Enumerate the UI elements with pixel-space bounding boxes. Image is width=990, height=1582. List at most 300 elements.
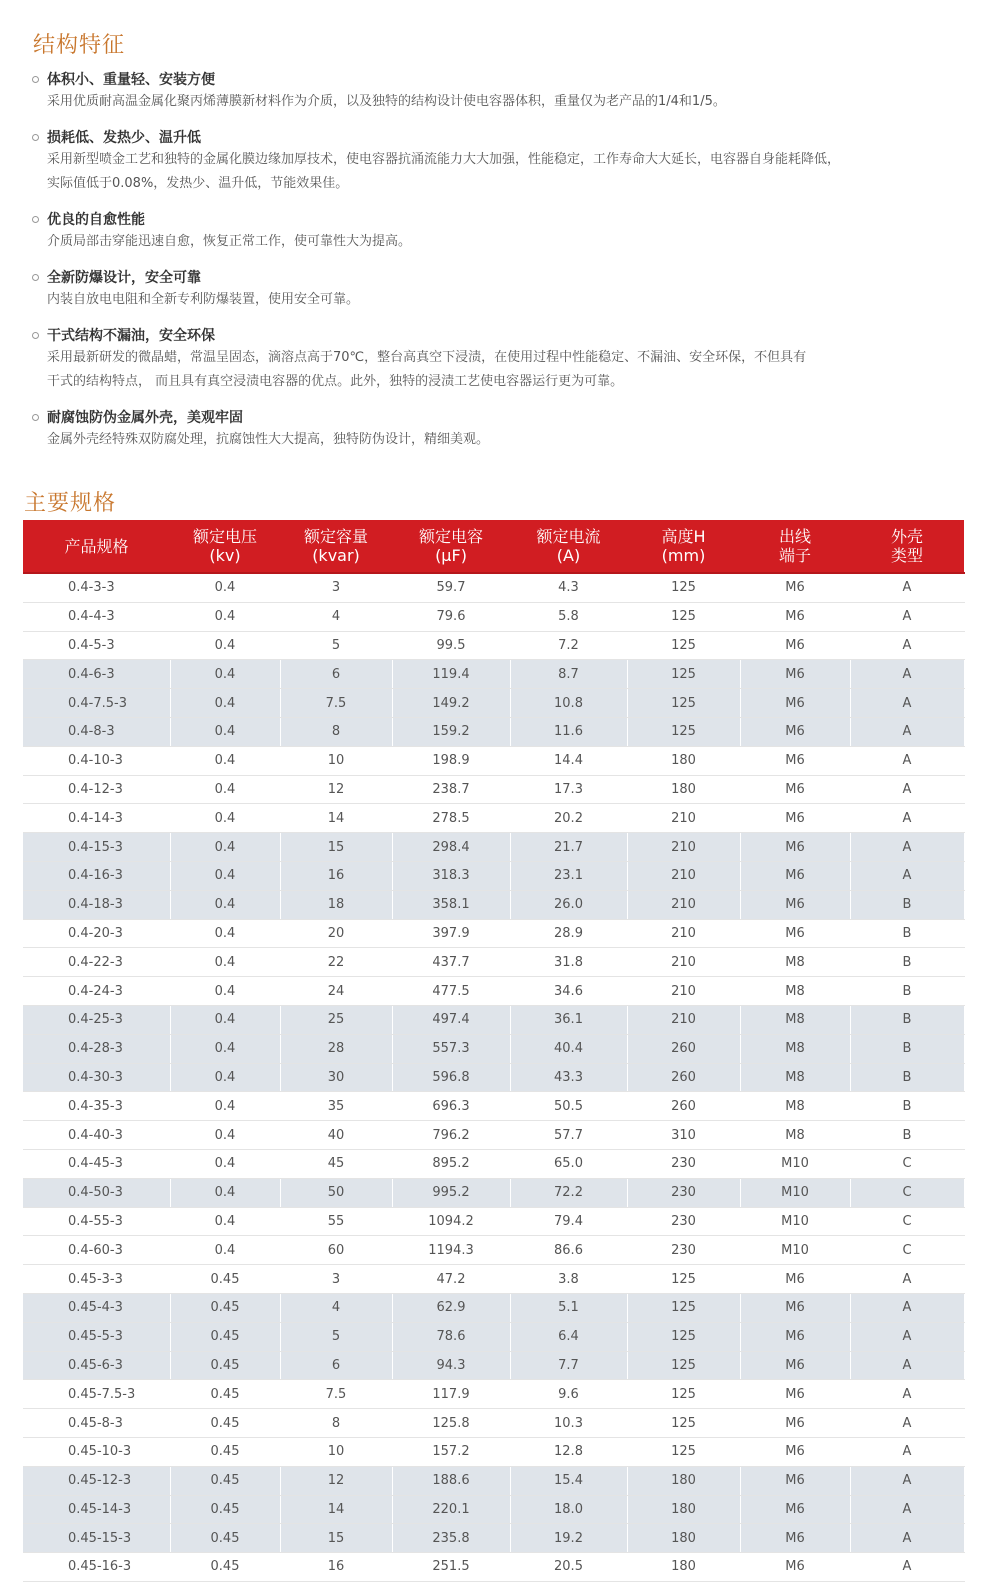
- table-cell: 1194.3: [392, 1236, 510, 1265]
- table-cell: 0.4-45-3: [23, 1149, 170, 1178]
- table-cell: 62.9: [392, 1293, 510, 1322]
- table-cell: 0.45: [170, 1437, 280, 1466]
- table-cell: A: [850, 861, 964, 890]
- table-cell: 235.8: [392, 1524, 510, 1553]
- table-cell: 358.1: [392, 890, 510, 919]
- table-cell: 0.45-5-3: [23, 1322, 170, 1351]
- table-cell: 8: [280, 717, 392, 746]
- table-cell: M6: [740, 1322, 850, 1351]
- table-cell: 180: [627, 1524, 740, 1553]
- table-cell: 0.45: [170, 1380, 280, 1409]
- table-cell: A: [850, 602, 964, 631]
- table-cell: 0.4: [170, 1092, 280, 1121]
- table-cell: M6: [740, 689, 850, 718]
- table-cell: 125: [627, 660, 740, 689]
- table-row: [23, 689, 964, 718]
- table-row: [23, 1207, 964, 1236]
- table-cell: M6: [740, 804, 850, 833]
- table-cell: 210: [627, 948, 740, 977]
- table-cell: 0.4: [170, 660, 280, 689]
- feature-description-line: 采用最新研发的微晶蜡，常温呈固态，滴溶点高于70℃，整台高真空下浸渍，在使用过程中性能稳定、不漏油、安全环保，不但具有: [47, 350, 807, 365]
- table-cell: M6: [740, 1351, 850, 1380]
- table-cell: 0.4-12-3: [23, 775, 170, 804]
- table-cell: 0.4-16-3: [23, 861, 170, 890]
- feature-item: [32, 208, 982, 254]
- table-cell: 251.5: [392, 1553, 510, 1582]
- table-cell: 796.2: [392, 1121, 510, 1150]
- features-list: [32, 68, 982, 464]
- table-cell: 0.45: [170, 1293, 280, 1322]
- table-cell: 696.3: [392, 1092, 510, 1121]
- table-cell: 0.45: [170, 1495, 280, 1524]
- table-row: [23, 861, 964, 890]
- table-cell: M6: [740, 660, 850, 689]
- table-cell: A: [850, 573, 964, 602]
- table-row: [23, 775, 964, 804]
- table-cell: 125: [627, 1437, 740, 1466]
- table-row: [23, 1524, 964, 1553]
- table-cell: M6: [740, 717, 850, 746]
- table-row: [23, 1236, 964, 1265]
- table-cell: 0.4-35-3: [23, 1092, 170, 1121]
- table-row: [23, 1063, 964, 1092]
- feature-title: 干式结构不漏油，安全环保: [47, 328, 215, 344]
- table-header-line: 类型: [890, 546, 923, 565]
- table-cell: 220.1: [392, 1495, 510, 1524]
- table-cell: 260: [627, 1034, 740, 1063]
- table-cell: 0.4-55-3: [23, 1207, 170, 1236]
- table-cell: M6: [740, 861, 850, 890]
- table-cell: 125: [627, 1409, 740, 1438]
- table-cell: M6: [740, 1265, 850, 1294]
- table-cell: A: [850, 1466, 964, 1495]
- table-cell: 50: [280, 1178, 392, 1207]
- table-cell: 14: [280, 804, 392, 833]
- table-cell: 0.4-60-3: [23, 1236, 170, 1265]
- table-cell: M6: [740, 1495, 850, 1524]
- table-cell: 0.45-4-3: [23, 1293, 170, 1322]
- table-cell: 0.4-24-3: [23, 977, 170, 1006]
- table-cell: 6: [280, 660, 392, 689]
- table-cell: 7.5: [280, 1380, 392, 1409]
- table-cell: 10: [280, 1437, 392, 1466]
- table-row: [23, 717, 964, 746]
- table-cell: 0.4: [170, 861, 280, 890]
- table-cell: 17.3: [510, 775, 627, 804]
- table-header-cell: [170, 520, 280, 573]
- table-cell: 0.4: [170, 746, 280, 775]
- table-cell: B: [850, 919, 964, 948]
- table-cell: 79.6: [392, 602, 510, 631]
- table-cell: 43.3: [510, 1063, 627, 1092]
- table-cell: 125: [627, 1351, 740, 1380]
- table-cell: 45: [280, 1149, 392, 1178]
- table-cell: 0.45-3-3: [23, 1265, 170, 1294]
- table-cell: A: [850, 1293, 964, 1322]
- bullet-icon: [32, 76, 39, 83]
- table-cell: A: [850, 689, 964, 718]
- table-cell: 15: [280, 1524, 392, 1553]
- feature-heading: [32, 324, 982, 346]
- table-cell: 0.45-16-3: [23, 1553, 170, 1582]
- table-cell: B: [850, 1005, 964, 1034]
- table-cell: 0.4-28-3: [23, 1034, 170, 1063]
- table-cell: 57.7: [510, 1121, 627, 1150]
- table-cell: 7.2: [510, 631, 627, 660]
- table-cell: 477.5: [392, 977, 510, 1006]
- table-header-line: (mm): [661, 546, 706, 565]
- table-cell: M6: [740, 1524, 850, 1553]
- table-row: [23, 602, 964, 631]
- table-cell: 6: [280, 1351, 392, 1380]
- table-cell: B: [850, 948, 964, 977]
- table-cell: 149.2: [392, 689, 510, 718]
- feature-title: 损耗低、发热少、温升低: [47, 130, 201, 146]
- table-cell: 20.5: [510, 1553, 627, 1582]
- table-cell: 11.6: [510, 717, 627, 746]
- table-cell: 180: [627, 775, 740, 804]
- table-cell: 31.8: [510, 948, 627, 977]
- table-cell: 34.6: [510, 977, 627, 1006]
- feature-item: [32, 324, 982, 394]
- table-cell: 0.4: [170, 631, 280, 660]
- table-cell: 260: [627, 1063, 740, 1092]
- table-cell: 22: [280, 948, 392, 977]
- table-cell: 8: [280, 1409, 392, 1438]
- table-cell: 230: [627, 1207, 740, 1236]
- feature-heading: [32, 126, 982, 148]
- table-cell: C: [850, 1149, 964, 1178]
- feature-description-line: 实际值低于0.08%，发热少、温升低，节能效果佳。: [47, 176, 349, 191]
- table-cell: 437.7: [392, 948, 510, 977]
- table-cell: 0.45: [170, 1351, 280, 1380]
- table-cell: 4: [280, 602, 392, 631]
- table-cell: 0.45: [170, 1322, 280, 1351]
- table-cell: 125: [627, 631, 740, 660]
- table-cell: 4.3: [510, 573, 627, 602]
- table-cell: A: [850, 1380, 964, 1409]
- table-cell: 125: [627, 602, 740, 631]
- table-cell: 210: [627, 804, 740, 833]
- table-cell: 125: [627, 573, 740, 602]
- table-row: [23, 948, 964, 977]
- table-cell: 0.4: [170, 689, 280, 718]
- table-cell: 10.8: [510, 689, 627, 718]
- table-row: [23, 1005, 964, 1034]
- table-cell: 0.4-6-3: [23, 660, 170, 689]
- table-cell: 0.4-4-3: [23, 602, 170, 631]
- table-cell: 0.45-15-3: [23, 1524, 170, 1553]
- feature-description: [47, 288, 982, 312]
- table-cell: 15.4: [510, 1466, 627, 1495]
- table-row: [23, 1380, 964, 1409]
- table-cell: 210: [627, 1005, 740, 1034]
- table-header-line: 高度H: [661, 527, 706, 546]
- table-cell: M6: [740, 1553, 850, 1582]
- table-cell: 318.3: [392, 861, 510, 890]
- table-cell: 210: [627, 861, 740, 890]
- table-cell: 0.4-15-3: [23, 833, 170, 862]
- table-cell: M8: [740, 1063, 850, 1092]
- table-cell: 0.4: [170, 804, 280, 833]
- table-cell: 24: [280, 977, 392, 1006]
- table-cell: 40: [280, 1121, 392, 1150]
- table-cell: 36.1: [510, 1005, 627, 1034]
- feature-description: [47, 346, 982, 394]
- table-cell: 99.5: [392, 631, 510, 660]
- table-cell: M8: [740, 1092, 850, 1121]
- table-cell: 995.2: [392, 1178, 510, 1207]
- table-cell: M8: [740, 1005, 850, 1034]
- table-cell: 20: [280, 919, 392, 948]
- table-cell: 210: [627, 977, 740, 1006]
- table-cell: 47.2: [392, 1265, 510, 1294]
- table-cell: 125: [627, 1322, 740, 1351]
- table-cell: M10: [740, 1207, 850, 1236]
- table-header-line: 出线: [778, 527, 811, 546]
- table-cell: M8: [740, 1034, 850, 1063]
- table-cell: 125: [627, 717, 740, 746]
- table-cell: 0.4-8-3: [23, 717, 170, 746]
- table-cell: M6: [740, 775, 850, 804]
- table-header-line: (kv): [209, 546, 241, 565]
- table-cell: 0.4: [170, 1207, 280, 1236]
- table-cell: 5: [280, 1322, 392, 1351]
- table-cell: 78.6: [392, 1322, 510, 1351]
- table-cell: 117.9: [392, 1380, 510, 1409]
- table-cell: 125: [627, 1265, 740, 1294]
- table-row: [23, 890, 964, 919]
- table-row: [23, 1265, 964, 1294]
- table-cell: 4: [280, 1293, 392, 1322]
- table-cell: 497.4: [392, 1005, 510, 1034]
- table-cell: 3: [280, 573, 392, 602]
- table-cell: 0.45: [170, 1553, 280, 1582]
- table-cell: 238.7: [392, 775, 510, 804]
- table-cell: A: [850, 746, 964, 775]
- feature-item: [32, 126, 982, 196]
- feature-heading: [32, 68, 982, 90]
- table-cell: 0.4-40-3: [23, 1121, 170, 1150]
- table-cell: 125: [627, 1380, 740, 1409]
- table-cell: 0.4-18-3: [23, 890, 170, 919]
- table-cell: 18: [280, 890, 392, 919]
- table-cell: 65.0: [510, 1149, 627, 1178]
- table-cell: 35: [280, 1092, 392, 1121]
- table-cell: A: [850, 1553, 964, 1582]
- table-cell: 26.0: [510, 890, 627, 919]
- table-cell: 5.1: [510, 1293, 627, 1322]
- table-cell: 19.2: [510, 1524, 627, 1553]
- table-cell: 0.4-7.5-3: [23, 689, 170, 718]
- table-row: [23, 1409, 964, 1438]
- table-cell: A: [850, 1437, 964, 1466]
- table-cell: B: [850, 890, 964, 919]
- table-cell: 596.8: [392, 1063, 510, 1092]
- table-cell: 125: [627, 1293, 740, 1322]
- table-cell: C: [850, 1178, 964, 1207]
- table-cell: 210: [627, 833, 740, 862]
- table-cell: 0.4-10-3: [23, 746, 170, 775]
- table-cell: 278.5: [392, 804, 510, 833]
- table-header-line: 额定容量: [303, 527, 368, 546]
- table-cell: B: [850, 1121, 964, 1150]
- table-row: [23, 1466, 964, 1495]
- table-cell: 79.4: [510, 1207, 627, 1236]
- table-row: [23, 1034, 964, 1063]
- table-header-cell: [392, 520, 510, 573]
- table-cell: A: [850, 775, 964, 804]
- table-cell: 6.4: [510, 1322, 627, 1351]
- table-cell: M6: [740, 746, 850, 775]
- features-section-title: 结构特征: [33, 33, 126, 58]
- table-cell: 25: [280, 1005, 392, 1034]
- table-cell: 60: [280, 1236, 392, 1265]
- table-row: [23, 1495, 964, 1524]
- table-cell: 28: [280, 1034, 392, 1063]
- table-cell: 0.4: [170, 1121, 280, 1150]
- table-cell: M6: [740, 890, 850, 919]
- table-row: [23, 919, 964, 948]
- feature-description-line: 介质局部击穿能迅速自愈，恢复正常工作，使可靠性大为提高。: [47, 234, 412, 249]
- feature-item: [32, 266, 982, 312]
- feature-heading: [32, 266, 982, 288]
- table-cell: 0.45-12-3: [23, 1466, 170, 1495]
- table-cell: 125: [627, 689, 740, 718]
- table-cell: 557.3: [392, 1034, 510, 1063]
- feature-description: [47, 428, 982, 452]
- table-row: [23, 804, 964, 833]
- table-row: [23, 1553, 964, 1582]
- table-cell: 0.4: [170, 573, 280, 602]
- feature-item: [32, 406, 982, 452]
- table-cell: 0.4: [170, 890, 280, 919]
- table-cell: 16: [280, 861, 392, 890]
- table-cell: 198.9: [392, 746, 510, 775]
- table-row: [23, 660, 964, 689]
- table-cell: 50.5: [510, 1092, 627, 1121]
- feature-description: [47, 90, 982, 114]
- table-cell: 0.4: [170, 948, 280, 977]
- table-cell: 8.7: [510, 660, 627, 689]
- table-cell: 210: [627, 890, 740, 919]
- table-header-cell: [627, 520, 740, 573]
- table-header-cell: [740, 520, 850, 573]
- table-cell: 10.3: [510, 1409, 627, 1438]
- table-cell: 12: [280, 775, 392, 804]
- specs-section-title: 主要规格: [24, 491, 117, 516]
- table-cell: 7.5: [280, 689, 392, 718]
- table-row: [23, 977, 964, 1006]
- feature-title: 全新防爆设计，安全可靠: [47, 270, 201, 286]
- table-row: [23, 1121, 964, 1150]
- table-cell: 0.4: [170, 1178, 280, 1207]
- table-cell: M6: [740, 919, 850, 948]
- specs-table-header: [23, 520, 964, 573]
- table-cell: 0.4: [170, 977, 280, 1006]
- table-cell: B: [850, 1092, 964, 1121]
- table-cell: A: [850, 1351, 964, 1380]
- feature-description: [47, 148, 982, 196]
- table-cell: 157.2: [392, 1437, 510, 1466]
- table-cell: M6: [740, 1437, 850, 1466]
- table-cell: A: [850, 717, 964, 746]
- table-cell: 14.4: [510, 746, 627, 775]
- table-row: [23, 1178, 964, 1207]
- table-cell: 59.7: [392, 573, 510, 602]
- table-cell: 188.6: [392, 1466, 510, 1495]
- bullet-icon: [32, 216, 39, 223]
- table-cell: C: [850, 1207, 964, 1236]
- table-cell: 0.45-14-3: [23, 1495, 170, 1524]
- feature-description-line: 采用优质耐高温金属化聚丙烯薄膜新材料作为介质，以及独特的结构设计使电容器体积，重量仅为老产品的1/4和1/5。: [47, 94, 726, 109]
- bullet-icon: [32, 134, 39, 141]
- table-cell: 0.45: [170, 1466, 280, 1495]
- table-cell: M6: [740, 1409, 850, 1438]
- table-row: [23, 573, 964, 602]
- table-cell: 18.0: [510, 1495, 627, 1524]
- table-cell: 0.4: [170, 1236, 280, 1265]
- specs-table-body: [23, 573, 964, 1581]
- table-cell: 40.4: [510, 1034, 627, 1063]
- table-cell: 0.4: [170, 602, 280, 631]
- table-cell: M8: [740, 1121, 850, 1150]
- table-header-line: 端子: [778, 546, 811, 565]
- table-cell: 16: [280, 1553, 392, 1582]
- table-cell: 1094.2: [392, 1207, 510, 1236]
- bullet-icon: [32, 332, 39, 339]
- feature-description-line: 干式的结构特点， 而且具有真空浸渍电容器的优点。此外，独特的浸渍工艺使电容器运行更为可靠。: [47, 374, 624, 389]
- table-cell: A: [850, 1322, 964, 1351]
- table-cell: 210: [627, 919, 740, 948]
- table-cell: 12: [280, 1466, 392, 1495]
- table-cell: 0.45: [170, 1409, 280, 1438]
- table-cell: M10: [740, 1178, 850, 1207]
- table-cell: 3.8: [510, 1265, 627, 1294]
- table-cell: 5: [280, 631, 392, 660]
- table-cell: M10: [740, 1149, 850, 1178]
- feature-description-line: 金属外壳经特殊双防腐处理，抗腐蚀性大大提高，独特防伪设计，精细美观。: [47, 432, 490, 447]
- table-row: [23, 1322, 964, 1351]
- table-cell: A: [850, 804, 964, 833]
- table-cell: A: [850, 833, 964, 862]
- table-cell: 3: [280, 1265, 392, 1294]
- table-row: [23, 1437, 964, 1466]
- table-cell: 0.4-20-3: [23, 919, 170, 948]
- table-header-line: (A): [556, 546, 581, 565]
- table-header-line: (kvar): [312, 546, 360, 565]
- table-cell: 5.8: [510, 602, 627, 631]
- table-cell: M6: [740, 573, 850, 602]
- table-cell: 180: [627, 1495, 740, 1524]
- table-cell: M8: [740, 948, 850, 977]
- table-cell: 397.9: [392, 919, 510, 948]
- table-cell: M6: [740, 1293, 850, 1322]
- table-cell: 86.6: [510, 1236, 627, 1265]
- table-row: [23, 631, 964, 660]
- table-cell: 7.7: [510, 1351, 627, 1380]
- bullet-icon: [32, 414, 39, 421]
- table-cell: 14: [280, 1495, 392, 1524]
- table-header-cell: [280, 520, 392, 573]
- table-row: [23, 1293, 964, 1322]
- table-cell: 0.4-14-3: [23, 804, 170, 833]
- table-cell: 0.45-10-3: [23, 1437, 170, 1466]
- table-cell: 0.4-22-3: [23, 948, 170, 977]
- table-cell: 0.45: [170, 1265, 280, 1294]
- table-cell: 0.4: [170, 775, 280, 804]
- table-cell: 230: [627, 1236, 740, 1265]
